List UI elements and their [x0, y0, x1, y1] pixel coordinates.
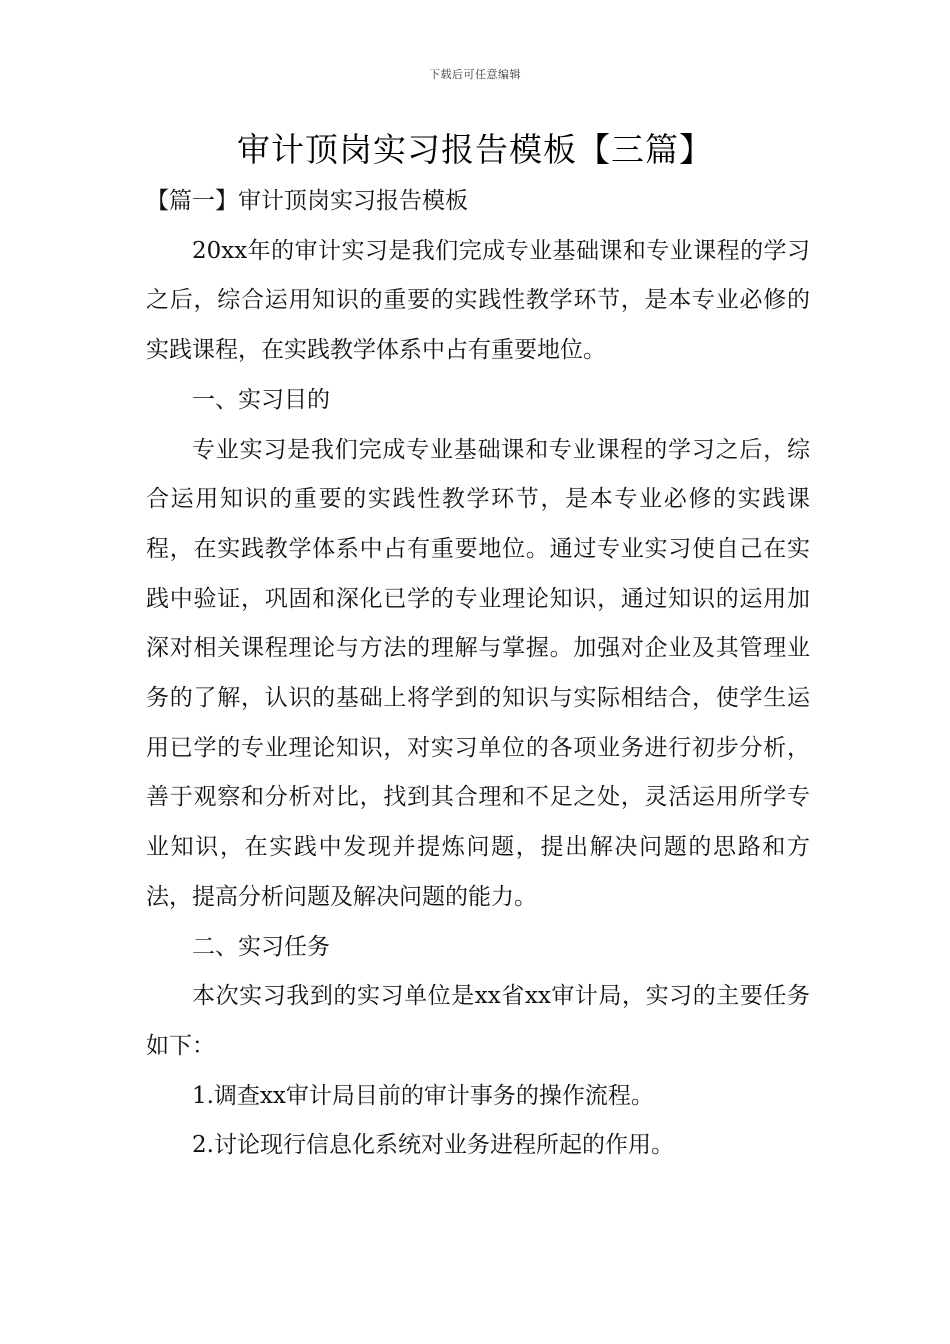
intro-paragraph: 20xx年的审计实习是我们完成专业基础课和专业课程的学习之后，综合运用知识的重要的实践性教学环节，是本专业必修的实践课程，在实践教学体系中占有重要地位。 [146, 237, 810, 364]
section-heading: 【篇一】审计顶岗实习报告模板 [146, 188, 468, 214]
document-title: 审计顶岗实习报告模板【三篇】 [237, 130, 713, 169]
heading-internship-tasks: 二、实习任务 [192, 933, 330, 960]
task-item-1: 1.调查xx审计局目前的审计事务的操作流程。 [192, 1082, 654, 1109]
heading-internship-purpose: 一、实习目的 [192, 386, 330, 413]
purpose-paragraph: 专业实习是我们完成专业基础课和专业课程的学习之后，综合运用知识的重要的实践性教学环节，是本专业必修的实践课程，在实践教学体系中占有重要地位。通过专业实习使自己在实践中验证，巩固和深化已学的专业理论知识，通过知识的运用加深对相关课程理论与方法的理解与掌握。加强对企业及其管理业务的了解，认识的基础上将学到的知识与实际相结合，使学生运用已学的专业理论知识，对实习单位的各项业务进行初步分析，善于观察和分析对比，找到其合理和不足之处，灵活运用所学专业知识，在实践中发现并提炼问题，提出解决问题的思路和方法，提高分析问题及解决问题的能力。 [146, 436, 810, 910]
document-body [146, 177, 810, 1171]
tasks-intro-paragraph: 本次实习我到的实习单位是xx省xx审计局，实习的主要任务如下： [146, 983, 810, 1059]
task-item-2: 2.讨论现行信息化系统对业务进程所起的作用。 [192, 1132, 674, 1159]
header-note: 下载后可任意编辑 [429, 68, 521, 81]
